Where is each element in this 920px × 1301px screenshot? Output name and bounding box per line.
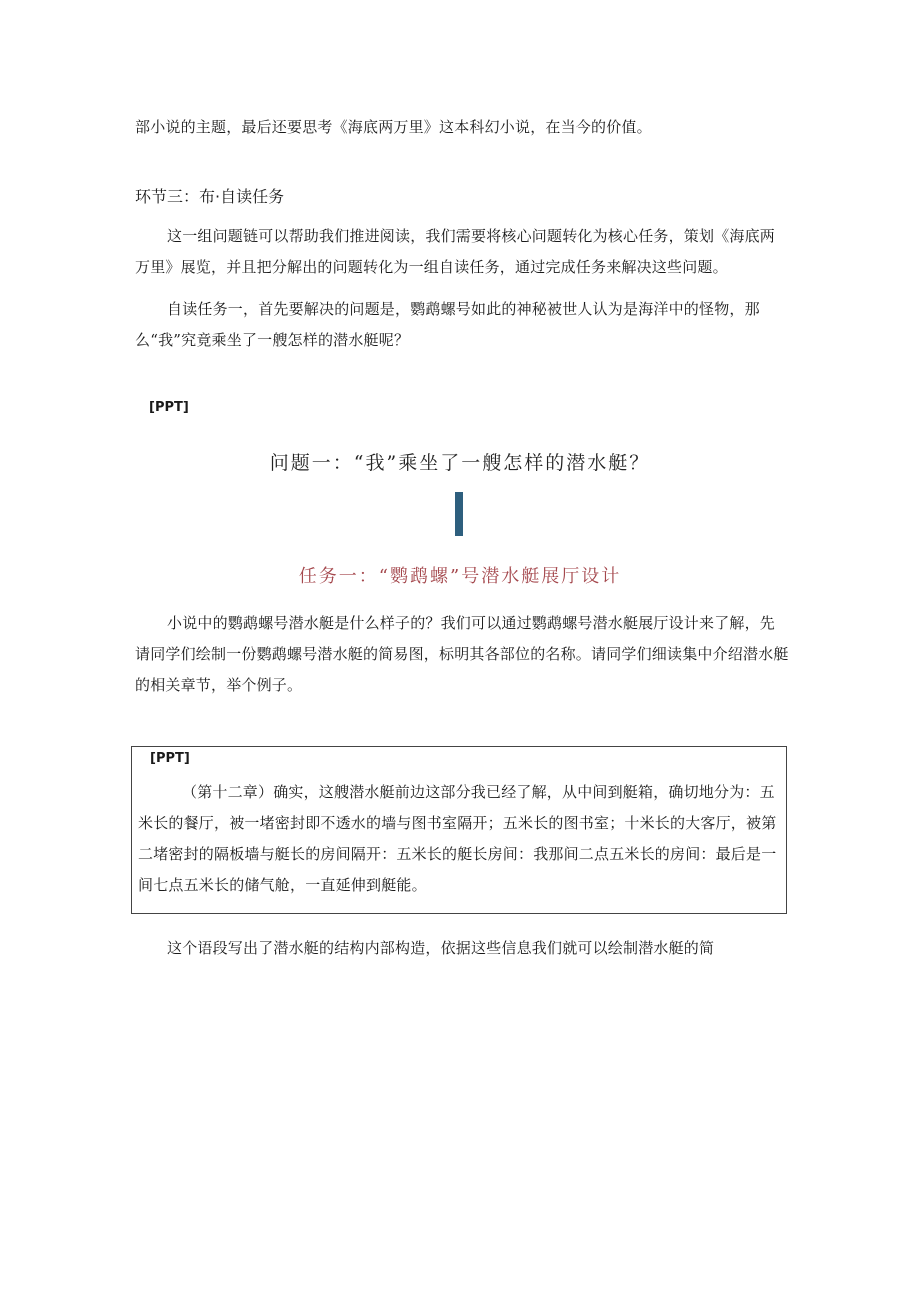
ppt-label: [PPT]	[150, 751, 190, 766]
slide-divider-bar	[455, 492, 463, 536]
ppt-quote-box	[131, 746, 787, 914]
slide-question-title: 问题一：“我”乘坐了一艘怎样的潜水艇？	[269, 452, 651, 474]
slide-task-title: 任务一：“鹦鹉螺”号潜水艇展厅设计	[298, 566, 622, 587]
section-heading: 环节三：布·自读任务	[135, 187, 285, 206]
ppt-label: [PPT]	[149, 400, 189, 415]
paragraph-reading-task-one: 自读任务一，首先要解决的问题是，鹦鹉螺号如此的神秘被世人认为是海洋中的怪物，那么“我”究竟乘坐了一艘怎样的潜水艇呢？	[135, 300, 760, 349]
chapter-twelve-excerpt: （第十二章）确实，这艘潜水艇前边这部分我已经了解，从中间到艇箱，确切地分为：五米长的餐厅，被一堵密封即不透水的墙与图书室隔开；五米长的图书室；十米长的大客厅，被第二堵密封的隔板墙与艇长的房间隔开：五米长的艇长房间：我那间二点五米长的房间：最后是一间七点五米长的储气舱，一直延伸到艇能。	[138, 783, 777, 894]
paragraph-structure-summary: 这个语段写出了潜水艇的结构内部构造，依据这些信息我们就可以绘制潜水艇的简	[167, 939, 715, 957]
paragraph-nautilus-design: 小说中的鹦鹉螺号潜水艇是什么样子的？我们可以通过鹦鹉螺号潜水艇展厅设计来了解，先请同学们绘制一份鹦鹉螺号潜水艇的简易图，标明其各部位的名称。请同学们细读集中介绍潜水艇的相关章节，举个例子。	[135, 614, 789, 694]
intro-fragment: 部小说的主题，最后还要思考《海底两万里》这本科幻小说，在当今的价值。	[135, 118, 652, 136]
paragraph-core-task: 这一组问题链可以帮助我们推进阅读，我们需要将核心问题转化为核心任务，策划《海底两万里》展览，并且把分解出的问题转化为一组自读任务，通过完成任务来解决这些问题。	[135, 227, 776, 276]
